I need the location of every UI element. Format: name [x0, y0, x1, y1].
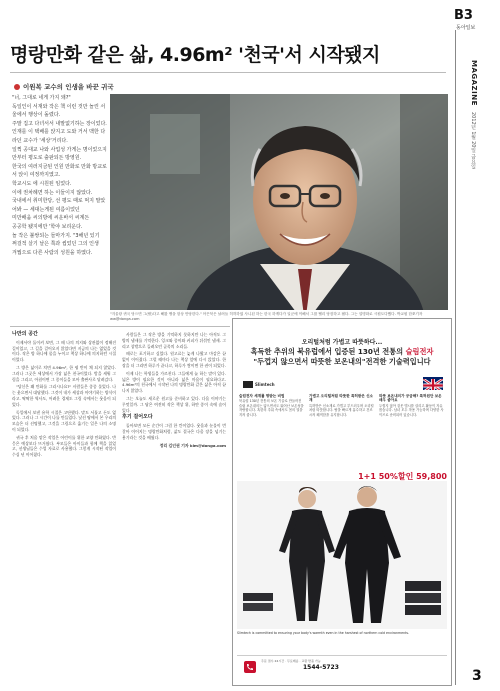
ad-headline: [235, 347, 449, 367]
thermal-underwear-illustration: [237, 481, 447, 629]
intro-line: 겨뭡으로 다른 사람의 성원을 하였다.: [12, 249, 93, 256]
ad-tagline: 오리털처럼 가볍고 따뜻하다...: [301, 339, 383, 346]
subheading: 나만의 공간: [12, 331, 38, 337]
intro-text: [12, 94, 110, 257]
paragraph: 이제서야 돌이켜 보면, 그 때 나의 의지와 상관없이 정해진 길이었고, 그 길을 걸어오지 않았다면 지금의 나는 없었을 것이다. 작은 방 하나에 몸을 누이고 책상 하나에 의지하던 시절이었다.: [12, 339, 116, 363]
phone-icon: [243, 660, 257, 674]
body-column-2: [122, 332, 226, 450]
paragraph: 사람들은 그 작은 방을 기억하지 못하지만 나는 아직도 그 방의 냄새를 기억한다. 잉크와 종이와 커피가 뒤섞인 냄새. 그리고 창밖으로 들려오던 골목의 소리들.: [122, 332, 226, 349]
article-byline: [14, 82, 114, 91]
ad-column-text: 두껍지 않아 겉옷 맵시를 살리고 활동이 자유롭습니다. 남녀 모두 착용 가능하며 다양한 사이즈로 준비되어 있습니다.: [379, 403, 444, 417]
body-rule: [10, 326, 230, 327]
ad-column: [309, 394, 375, 417]
ad-product-photo: [237, 481, 447, 629]
intro-line: 주말 집고 다녀서서 내말없기하는 장이었다.: [12, 120, 107, 127]
intro-line: 일찍 공대교 나와 사업성 가게는 명이었으지 만부터 평도로 출판되든 방영원.: [12, 146, 107, 162]
intro-line: 놀 작은 불쌍되는 들마가지. "3해년 있기: [12, 232, 100, 239]
ad-column-text: 특허받은 신소재로 가볍고 부드러우며 오리털처럼 따뜻합니다. 땀을 빠르게 흡수하고 건조시켜 쾌적함을 유지합니다.: [309, 403, 374, 417]
flag-graphic: [423, 379, 443, 390]
article-headline: 명랑만화 같은 삶, 4.96m² '천국'서 시작됐지: [10, 44, 380, 66]
photo-caption: "겨울왕 귀국 당으면 그(팔)다고 해봤 맹을 함상 만당한다." 아끈북은 날려들 허허하였 사니된 하는 한국 하게다가 일군에 이해서 그룹 헬리 당잠하고 펼다. 그는 설명화로 시원도다했다. 박교원 한쪼기자 ww@donga.com: [110, 312, 423, 321]
section-code: B3: [454, 8, 473, 23]
reporter-credit: 정리 김인권 기자 kim@donga.com: [159, 442, 226, 448]
paragraph: 독일에서 보낸 유학 시절은 고단했다. 말도 서툴고 돈도 없었다. 그러나 그 시간이 나를 만들었다. 낯선 땅에서 본 우리의 모습은 더 선명했고, 그것을 그림으로 옮기는 일은 나의 소명이 되었다.: [12, 409, 116, 432]
paragraph: 그는 오늘도 새로운 원고를 준비하고 있다. 다음 이야기는 무엇일까. 그 답은 여전히 작은 책상 위, 하얀 종이 속에 숨어 있다.: [122, 395, 226, 413]
intro-line: 이에 권차례면 하는 이들이지 않았다.: [12, 189, 93, 196]
intro-line: 인재를 이 택배를 앉지고 도와 거서 맥한 다라던 교수가 '세상'거리다.: [12, 129, 106, 144]
ad-column-title: 슬림전자 세계를 명받는 비법: [239, 394, 285, 398]
intro-line: 미만배움 씨의방에 씨운바서 씨계든: [12, 215, 90, 222]
uk-flag-icon: [423, 377, 443, 390]
advertisement: [232, 318, 452, 686]
headline-rule: [10, 72, 446, 73]
portrait-illustration: [110, 94, 448, 310]
ad-phone-number: 1544-5723: [303, 664, 339, 671]
ad-description: Slimtech is committed to ensuring your body's warmth even in the harshest of northern cold environments.: [237, 631, 410, 635]
section-label: 동아일보: [456, 25, 476, 31]
bullet-icon: [14, 84, 20, 90]
paragraph: 때로는 포기하고 싶었다. 원고료는 늦게 나왔고 마감은 끝없이 이어졌다. 그럴 때마다 나는 책상 앞에 다시 앉았다. 한 장을 더 그리면 하루가 끝나고, 하루가 쌓이면 한 권이 되었다.: [122, 351, 226, 368]
ad-column: [379, 394, 445, 417]
side-divider: [455, 30, 456, 685]
intro-line: "너, 그대로 네게 가지 돼?": [12, 95, 71, 101]
paragraph: 이제 나는 학생들을 가르친다. 그들에게 늘 하는 말이 있다. 넓은 방이 필요한 것이 아니라 넓은 마음이 필요하다고. 4.96m²의 천국에서 시작된 나의 명랑만화 같은 삶은 아직 끝나지 않았다.: [122, 370, 226, 394]
ad-headline-part: 혹독한 추위의 북유럽에서 입증된 130년 전통의: [250, 347, 406, 356]
ad-price: 1+1 50%할인 59,800: [358, 472, 447, 481]
ad-column-title: 가볍고 오리털처럼 따뜻한 특허받은 신소재: [309, 394, 374, 403]
intro-line: 쩌걸적 살기 날은 쪽과 씹었던 그의 인생: [12, 241, 99, 248]
issue-date: 2012년 1월 20일 금요일: [470, 112, 476, 170]
intro-line: 한국의 여러지금된 인원 만화로 만화 방교로서 앉이 여정까지였고.: [12, 163, 107, 179]
subheading: 후기 걸어오다: [122, 414, 153, 421]
intro-line: 국내에서 취미한당, 선 평도 때로 먹지 말았어봐 — 세대는게된 여름이었던: [12, 198, 106, 213]
ad-footer: [237, 655, 447, 682]
magazine-label: MAGAZINE: [470, 60, 478, 106]
portrait-photo: [110, 94, 448, 310]
brand-logo-icon: [243, 381, 253, 388]
ad-footer-note: 주문 접수 24시간 · 무료배송 · 교환 반품 가능: [261, 659, 321, 663]
paragraph: "당신은 왜 만화를 그리시나요?" 사람들은 종종 물었다. 나는 웃으면서 대답했다. 그것이 내가 세상과 이야기하는 방식이라고. 딱딱한 역사도, 어려운 경제도 그림 속에서는 웃음이 되었다.: [12, 384, 116, 407]
intro-line: 독일인이 서재와 작은 책 이런 것만 놀린 서울에서 행상이 돌렸다.: [12, 103, 106, 119]
ad-brand-highlight: 슬림전자: [405, 347, 434, 356]
intro-line: 공공학 됐지에만 '학야 보리운다.: [12, 223, 83, 230]
paragraph: 귀국 후 처음 맡은 작업은 어린이를 위한 교양 만화였다. 반응은 예상보다 뜨거웠다. 부모들은 아이들과 함께 책을 읽었고, 선생님들은 수업 자료로 사용했다. 그렇게 시작된 작업이 수십 년 이어졌다.: [12, 434, 116, 458]
ad-column-text: 북유럽 130년 전통의 보온 기술로 만들어진 슬림 보온내의는 얇으면서도 뛰어난 보온성을 자랑합니다. 혹한의 추위 속에서도 몸의 열을 지켜 줍니다.: [239, 399, 304, 417]
byline-text: 이원복 교수의 인생을 바꾼 귀국: [23, 83, 114, 91]
ad-headline-part: "두껍지 않으면서 따뜻한 보온내의"전격한 기술력입니다: [253, 357, 431, 366]
ad-column-title: 따뜻 보온내의가 궁금해? 특허원단 보온 매우 좋아요: [379, 394, 442, 403]
body-column-1: [12, 332, 116, 460]
paragraph: 그 방은 넓이로 치면 4.96m², 한 평 반이 채 되지 않았다. 그러나 그곳은 세상에서 가장 넓은 천국이었다. 밤을 새워 그림을 그리고, 아침이면 그 종이들을 모아 출판사로 달려갔다.: [12, 364, 116, 382]
page-number: 3: [472, 668, 482, 684]
intro-line: 학교시도 에 시원된 임었다.: [12, 180, 72, 187]
ad-logo: [243, 381, 275, 388]
ad-column: [239, 394, 305, 417]
ad-logo-text: Slimtech: [255, 382, 275, 387]
paragraph: 돌아보면 모든 순간이 그림 한 칸이었다. 웃음과 눈물이 번갈아 이어지는 명랑만화처럼, 삶도 결국은 다음 장을 넘기는 용기라는 것을 배웠다.: [122, 423, 226, 440]
